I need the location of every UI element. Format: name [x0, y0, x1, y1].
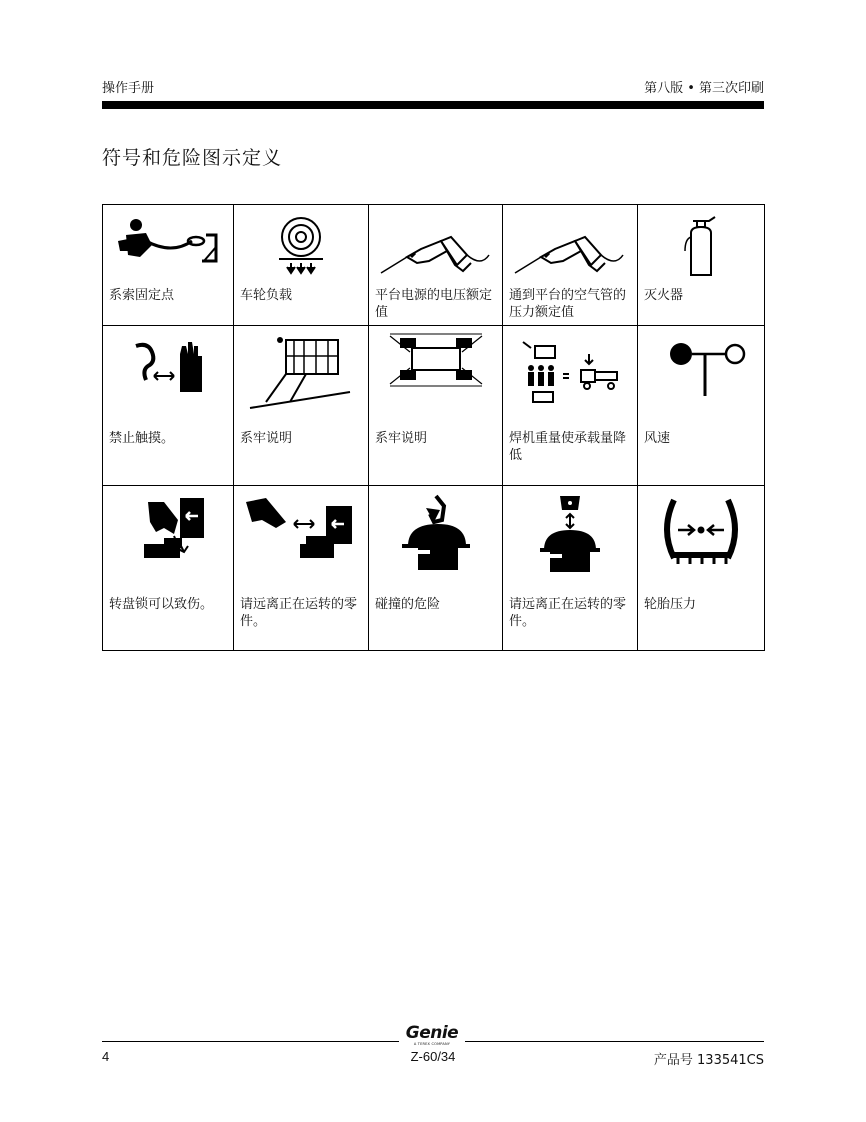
genie-logo: Genie A TEREX COMPANY [405, 1023, 459, 1046]
symbol-cell [503, 205, 638, 326]
symbol-cell [369, 326, 503, 486]
part-number: 产品号 133541CS [653, 1053, 764, 1068]
symbol-caption: 灭火器 [644, 288, 684, 303]
symbol-cell [103, 326, 234, 486]
stay-clear-overhead-icon [530, 492, 610, 574]
stay-clear-moving-parts-icon [242, 492, 360, 568]
lanyard-anchorage-icon [112, 211, 224, 277]
symbol-cell [369, 486, 503, 651]
welder-weight-capacity-icon [515, 332, 625, 408]
symbol-cell [503, 486, 638, 651]
symbol-caption: 通到平台的空气管的压力额定值 [509, 288, 627, 320]
symbol-cell [638, 486, 765, 651]
tire-pressure-icon [656, 492, 746, 568]
symbols-table [102, 204, 765, 651]
model-number: Z-60/34 [410, 1049, 456, 1064]
symbol-caption: 转盘锁可以致伤。 [109, 597, 214, 612]
symbol-caption: 碰撞的危险 [375, 597, 441, 612]
symbol-caption: 风速 [644, 431, 671, 446]
tie-down-instructions-chassis-icon [386, 332, 486, 388]
footer-rule-left [102, 1041, 399, 1042]
page-number: 4 [102, 1049, 110, 1064]
fire-extinguisher-icon [671, 211, 731, 277]
footer-rule-right [465, 1041, 764, 1042]
turntable-lock-crush-icon [128, 492, 208, 568]
tie-down-instructions-icon [246, 332, 356, 410]
manual-title: 操作手册 [102, 81, 155, 96]
symbol-caption: 平台电源的电压额定值 [375, 288, 493, 320]
symbol-cell [503, 326, 638, 486]
symbol-cell [103, 486, 234, 651]
symbol-cell [638, 205, 765, 326]
symbol-cell [638, 326, 765, 486]
edition-label: 第八版 • 第三次印刷 [644, 81, 764, 96]
symbol-cell [234, 326, 369, 486]
do-not-touch-icon [128, 332, 208, 398]
symbol-cell [234, 486, 369, 651]
platform-air-line-pressure-icon [511, 211, 629, 277]
wheel-load-icon [271, 211, 331, 277]
symbol-caption: 请远离正在运转的零件。 [240, 597, 358, 629]
wind-speed-icon [651, 332, 751, 398]
symbol-caption: 系牢说明 [240, 431, 293, 446]
symbol-caption: 轮胎压力 [644, 597, 697, 612]
symbol-caption: 系牢说明 [375, 431, 428, 446]
symbol-caption: 请远离正在运转的零件。 [509, 597, 627, 629]
symbol-caption: 焊机重量使承载量降低 [509, 431, 627, 463]
symbol-caption: 系索固定点 [109, 288, 175, 303]
section-title: 符号和危险图示定义 [102, 147, 283, 169]
symbol-caption: 禁止触摸。 [109, 431, 175, 446]
symbol-caption: 车轮负载 [240, 288, 293, 303]
symbol-cell [234, 205, 369, 326]
symbol-cell [369, 205, 503, 326]
header-rule [102, 101, 764, 109]
collision-hazard-icon [396, 492, 476, 574]
symbol-cell [103, 205, 234, 326]
platform-power-voltage-icon [377, 211, 495, 277]
